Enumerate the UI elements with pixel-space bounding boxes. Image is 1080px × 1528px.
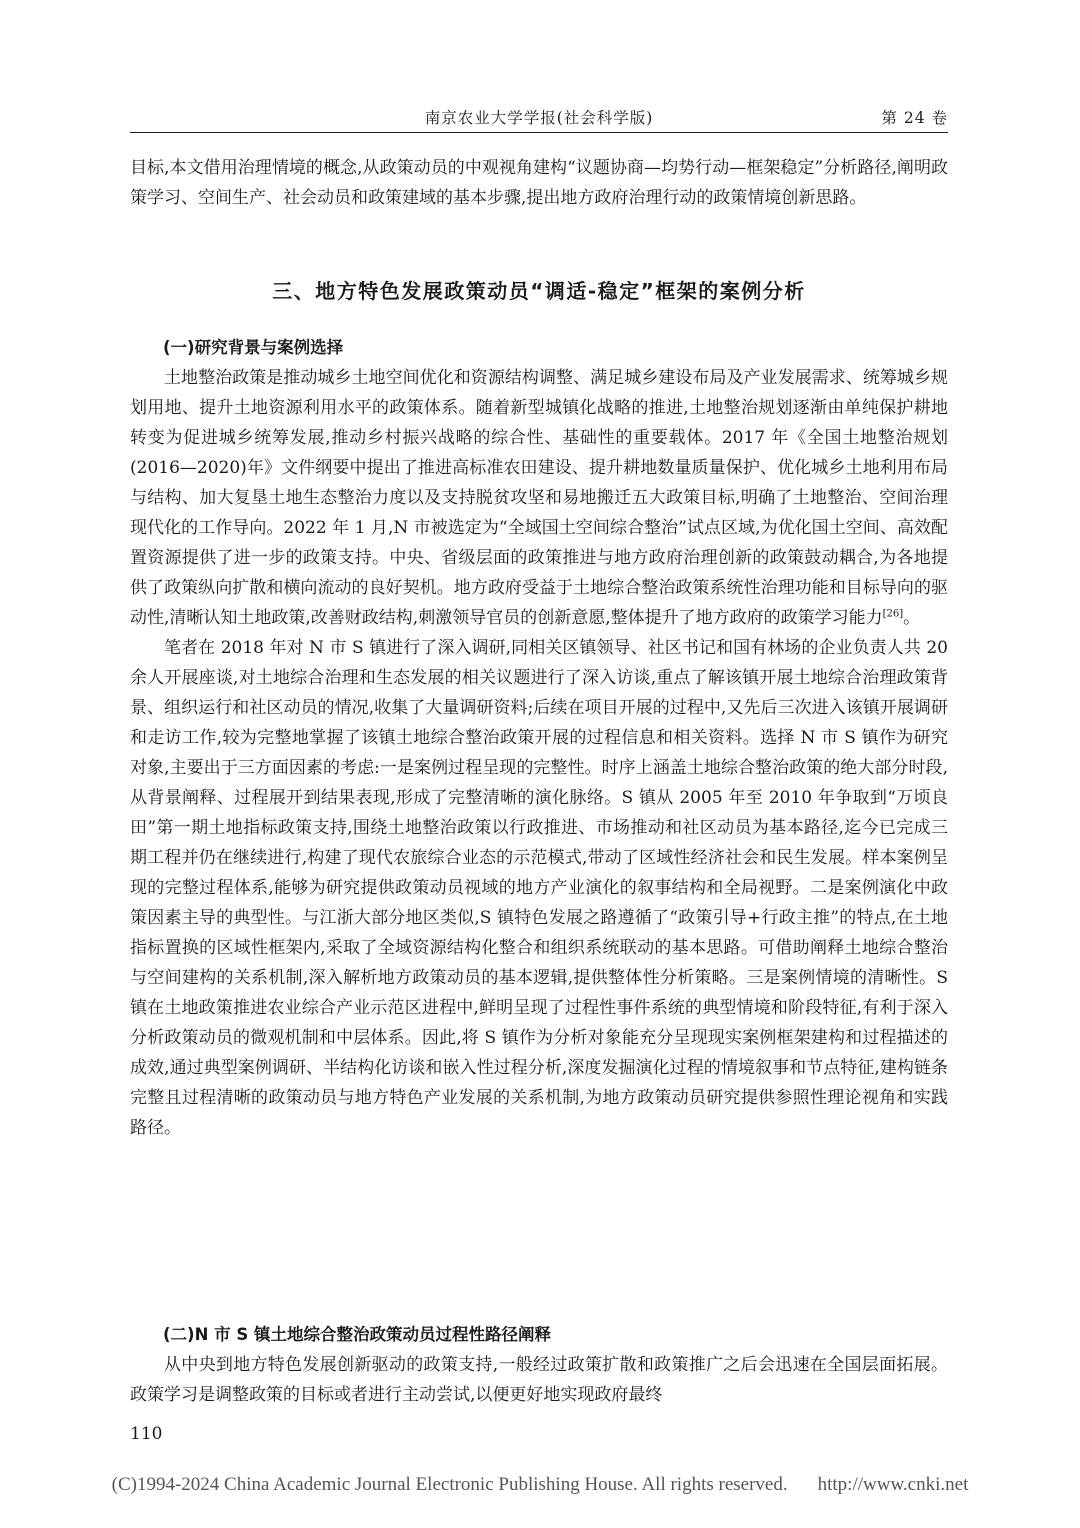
- paragraph: 从中央到地方特色发展创新驱动的政策支持,一般经过政策扩散和政策推广之后会迅速在全国层面拓展。政策学习是调整政策的目标或者进行主动尝试,以便更好地实现政府最终: [130, 1355, 948, 1405]
- running-header: [130, 104, 948, 133]
- intro-continuation-paragraph: 目标,本文借用治理情境的概念,从政策动员的中观视角建构“议题协商—均势行动—框架稳定”分析路径,阐明政策学习、空间生产、社会动员和政策建域的基本步骤,提出地方政府治理行动的政策情境创新思路。: [130, 158, 948, 208]
- section-title: 三、地方特色发展政策动员“调适-稳定”框架的案例分析: [272, 279, 806, 303]
- paragraph: 笔者在 2018 年对 N 市 S 镇进行了深入调研,同相关区镇领导、社区书记和国有林场的企业负责人共 20 余人开展座谈,对土地综合治理和生态发展的相关议题进行了深入访谈,重点了解该镇开展土地综合治理政策背景、组织运行和社区动员的情况,收集了大量调研资料;后续在项目开展的过程中,又先后三次进入该镇开展调研和走访工作,较为完整地掌握了该镇土地综合整治政策开展的过程信息和相关资料。选择 N 市 S 镇作为研究对象,主要出于三方面因素的考虑:一是案例过程呈现的完整性。时序上涵盖土地综合整治政策的绝大部分时段,从背景阐释、过程展开到结果表现,形成了完整清晰的演化脉络。S 镇从 2005 年至 2010 年争取到“万顷良田”第一期土地指标政策支持,围绕土地整治政策以行政推进、市场推动和社区动员为基本路径,迄今已完成三期工程并仍在继续进行,构建了现代农旅综合业态的示范模式,带动了区域性经济社会和民生发展。样本案例呈现的完整过程体系,能够为研究提供政策动员视域的地方产业演化的叙事结构和全局视野。二是案例演化中政策因素主导的典型性。与江浙大部分地区类似,S 镇特色发展之路遵循了“政策引导+行政主推”的特点,在土地指标置换的区域性框架内,采取了全域资源结构化整合和组织系统联动的基本思路。可借助阐释土地综合整治与空间建构的关系机制,深入解析地方政策动员的基本逻辑,提供整体性分析策略。三是案例情境的清晰性。S 镇在土地政策推进农业综合产业示范区进程中,鲜明呈现了过程性事件系统的典型情境和阶段特征,有利于深入分析政策动员的微观机制和中层体系。因此,将 S 镇作为分析对象能充分呈现现实案例框架建构和过程描述的成效,通过典型案例调研、半结构化访谈和嵌入性过程分析,深度发掘演化过程的情境叙事和节点特征,建构链条完整且过程清晰的政策动员与地方特色产业发展的关系机制,为地方政策动员研究提供参照性理论视角和实践路径。: [130, 638, 948, 1138]
- copyright-footer: [0, 1474, 1080, 1496]
- paragraph-end: 。: [903, 608, 921, 628]
- subsection-heading: (二)N 市 S 镇土地综合整治政策动员过程性路径阐释: [163, 1325, 552, 1344]
- paragraph-text: 土地整治政策是推动城乡土地空间优化和资源结构调整、满足城乡建设布局及产业发展需求、统筹城乡规划用地、提升土地资源利用水平的政策体系。随着新型城镇化战略的推进,土地整治规划逐渐由单纯保护耕地转变为促进城乡统筹发展,推动乡村振兴战略的综合性、基础性的重要载体。2017 年《全国土地整治规划(2016—2020)年》文件纲要中提出了推进高标准农田建设、提升耕地数量质量保护、优化城乡土地利用布局与结构、加大复垦土地生态整治力度以及支持脱贫攻坚和易地搬迁五大政策目标,明确了土地整治、空间治理现代化的工作导向。2022 年 1 月,N 市被选定为“全域国土空间综合整治”试点区域,为优化国土空间、高效配置资源提供了进一步的政策支持。中央、省级层面的政策推进与地方政府治理创新的政策鼓动耦合,为各地提供了政策纵向扩散和横向流动的良好契机。地方政府受益于土地综合整治政策系统性治理功能和目标导向的驱动性,清晰认知土地政策,改善财政结构,刺激领导官员的创新意愿,整体提升了地方政府的政策学习能力: [130, 368, 948, 628]
- copyright-text: (C)1994-2024 China Academic Journal Electronic Publishing House. All rights reserved.: [111, 1474, 788, 1495]
- volume-number: 第 24 卷: [881, 109, 948, 127]
- subsection-body: [130, 1350, 948, 1410]
- subsection-body: [130, 363, 948, 1143]
- subsection-research-background: [130, 333, 948, 1143]
- subsection-process-path: [130, 1320, 948, 1410]
- subsection-heading: (一)研究背景与案例选择: [163, 338, 344, 357]
- journal-title: 南京农业大学学报(社会科学版): [424, 109, 654, 127]
- citation-marker: [26]: [882, 608, 904, 620]
- page-number: 110: [130, 1424, 163, 1444]
- intro-continuation-block: [130, 153, 948, 213]
- paragraph: [130, 363, 948, 633]
- footer-url: http://www.cnki.net: [817, 1474, 969, 1495]
